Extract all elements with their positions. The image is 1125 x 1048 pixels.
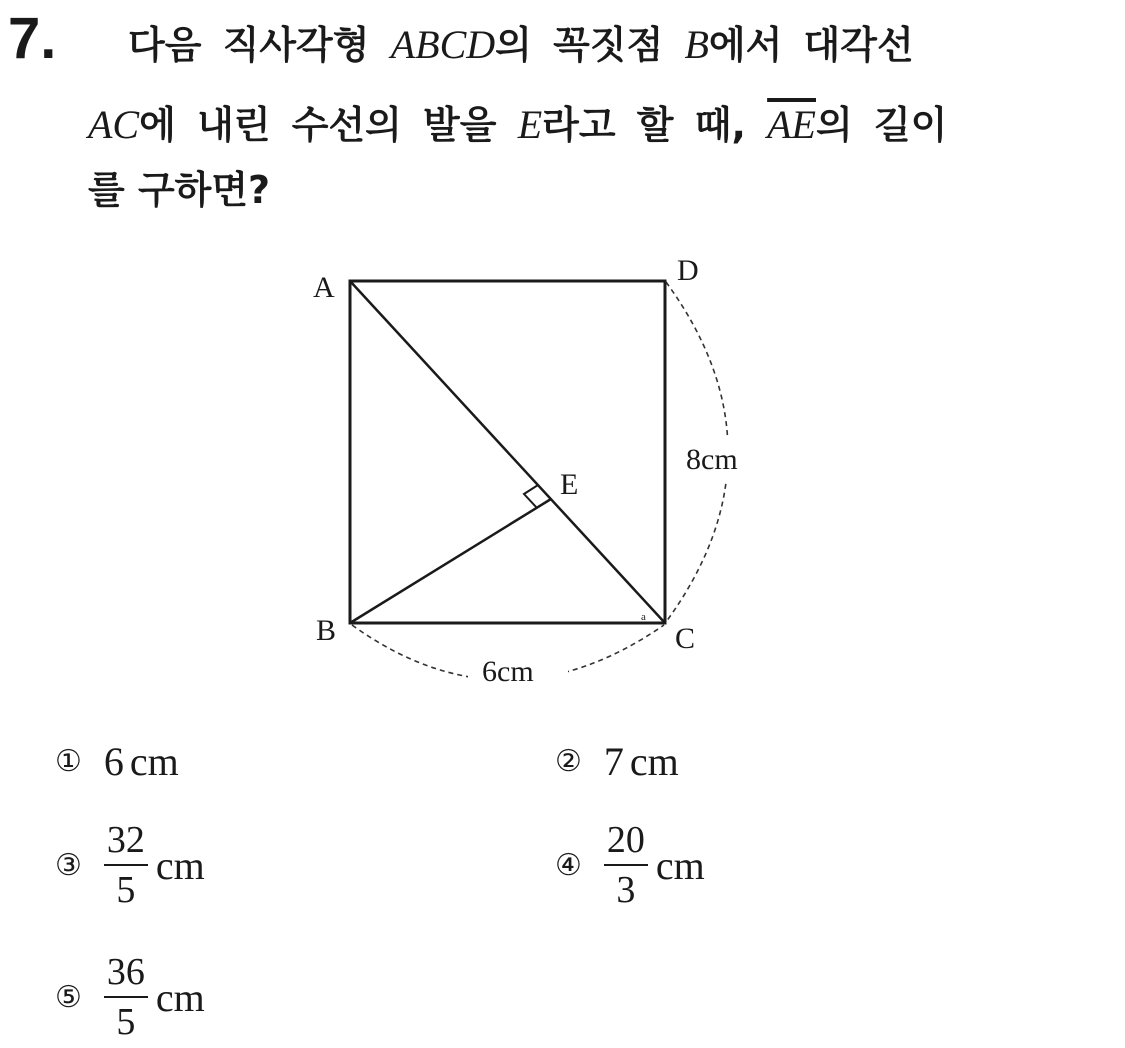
side-label-cd: 8cm: [686, 443, 738, 476]
vertex-label-b: B: [316, 614, 337, 647]
option-5-numerator: 36: [104, 952, 148, 998]
vertex-label-c: C: [675, 622, 696, 655]
option-4-denominator: 3: [616, 869, 636, 911]
perpendicular-be: [350, 499, 551, 623]
stem-text: 라고 할 때,: [542, 103, 768, 147]
option-4[interactable]: [555, 820, 705, 910]
option-3-marker: ③: [55, 847, 82, 883]
option-3-unit: cm: [155, 842, 205, 888]
vertex-label-e: E: [560, 468, 579, 501]
option-4-marker: ④: [555, 847, 582, 883]
option-1[interactable]: [55, 738, 179, 785]
option-3-fraction: [104, 820, 148, 910]
math-rectangle-abcd: ABCD: [390, 22, 496, 67]
stem-text: 를 구하면?: [88, 168, 271, 212]
option-1-marker: ①: [55, 744, 82, 779]
math-foot-e: E: [517, 102, 543, 147]
math-diagonal-ac: AC: [88, 102, 140, 147]
math-segment-ae: $\overline{AE}$: [767, 102, 816, 147]
stem-text: 의 길이: [816, 103, 948, 147]
option-4-fraction: [604, 820, 648, 910]
math-vertex-b: B: [684, 22, 709, 67]
option-3[interactable]: [55, 820, 205, 910]
option-5-marker: ⑤: [55, 979, 82, 1015]
right-angle-mark: [524, 485, 538, 508]
question-number: 7.: [8, 6, 57, 71]
option-5-denominator: 5: [116, 1001, 136, 1043]
option-2[interactable]: [555, 738, 679, 785]
stem-text: 다음 직사각형: [128, 23, 391, 67]
diagonal-ac: [350, 281, 665, 623]
stem-text: 에서 대각선: [708, 23, 914, 67]
stem-text: 의 꼭짓점: [495, 23, 685, 67]
option-3-numerator: 32: [104, 820, 148, 866]
side-label-bc: 6cm: [482, 655, 534, 688]
option-5[interactable]: [55, 952, 205, 1042]
option-4-unit: cm: [655, 842, 705, 888]
option-2-value: 7: [603, 739, 624, 784]
option-3-denominator: 5: [116, 869, 136, 911]
angle-mark-c: a: [641, 611, 646, 623]
option-4-numerator: 20: [604, 820, 648, 866]
stem-text: 에 내린 수선의 발을: [139, 103, 518, 147]
option-2-marker: ②: [555, 744, 582, 779]
vertex-label-a: A: [313, 271, 335, 304]
option-1-unit: cm: [129, 739, 179, 784]
option-1-value: 6: [103, 739, 124, 784]
option-5-unit: cm: [155, 974, 205, 1020]
vertex-label-d: D: [677, 254, 699, 287]
option-5-fraction: [104, 952, 148, 1042]
option-2-unit: cm: [629, 739, 679, 784]
